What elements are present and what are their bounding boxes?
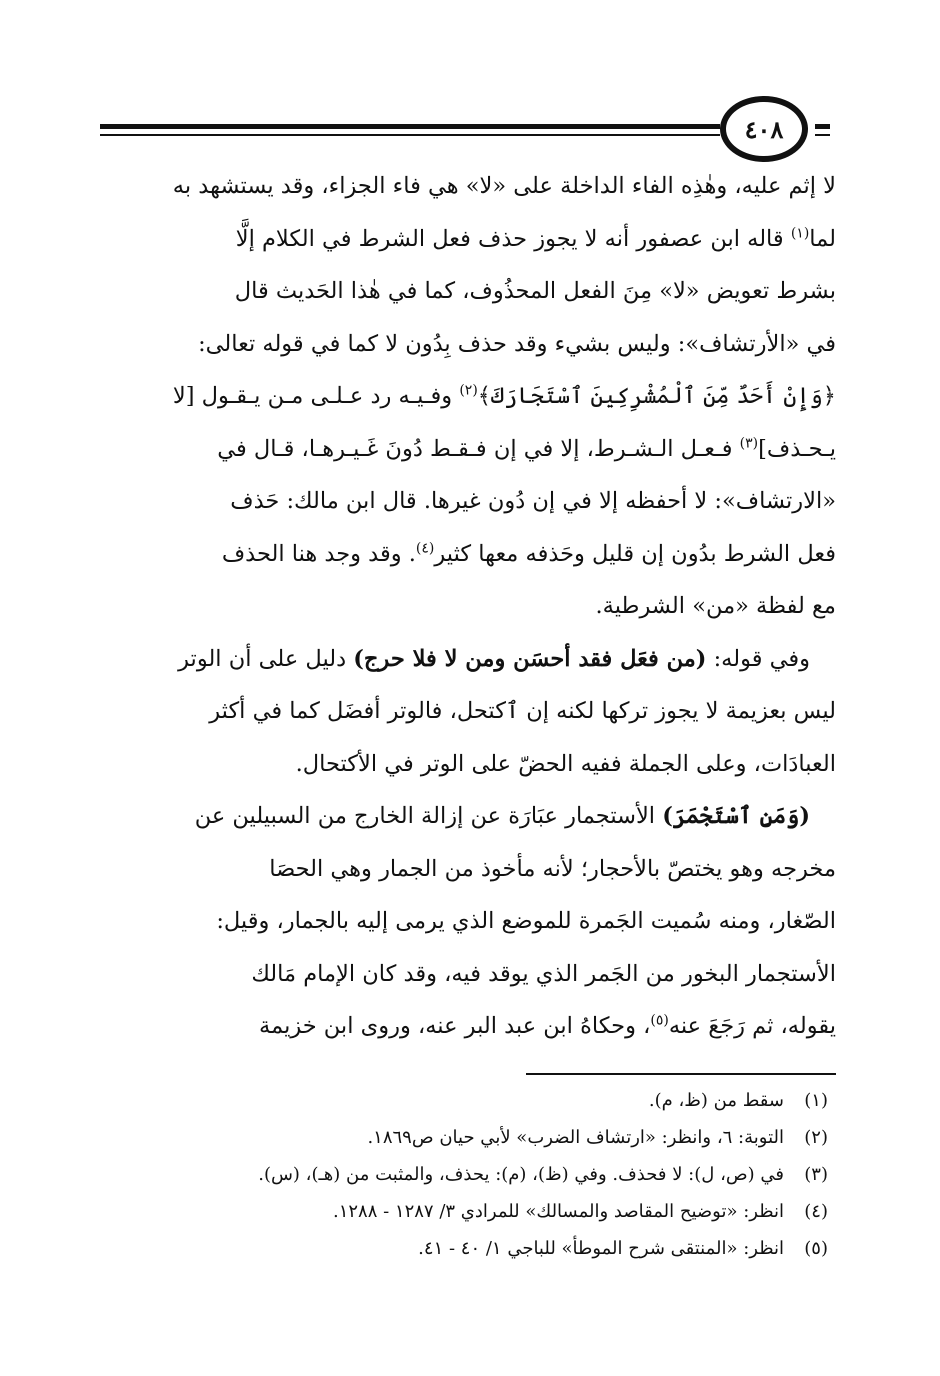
footnote-ref: (١) <box>790 225 810 241</box>
footnote-text: انظر: «توضيح المقاصد والمسالك» للمرادي ٣/ ١٢٨٧ - ١٢٨٨. <box>332 1201 784 1222</box>
text-line <box>100 948 836 1001</box>
footnote <box>100 1193 828 1230</box>
footnote-number: (٥) <box>804 1238 828 1259</box>
line-text: العبادَات، وعلى الجملة ففيه الحضّ على الوتر في الأكتحال. <box>295 750 836 777</box>
header-rule-tail-thin <box>815 134 830 136</box>
text-line <box>100 528 836 581</box>
footnote-number: (٢) <box>804 1127 828 1148</box>
text-line <box>100 265 836 318</box>
line-text: فعل الشرط بدُون إن قليل وحَذفه معها كثير <box>434 540 836 567</box>
footnote-ref: (٢) <box>459 382 478 399</box>
line-text: وفـيـه رد عـلـى مـن يـقـول [لا <box>172 383 460 409</box>
footnote-text: سقط من (ظ، م). <box>648 1090 784 1111</box>
line-text: ليس بعزيمة لا يجوز تركها لكنه إن ٱكتحل، فالوتر أفضَل كما في أكثر <box>209 698 836 724</box>
line-text: الأستجمار البخور من الجَمر الذي يوقد فيه، وقد كان الإمام مَالك <box>251 960 836 987</box>
line-text: لما <box>809 225 836 252</box>
footnote-text: التوبة: ٦، وانظر: «ارتشاف الضرب» لأبي حيان ص١٨٦٩. <box>367 1127 784 1148</box>
text-line <box>100 633 836 686</box>
footnote-ref: (٣) <box>739 435 759 451</box>
line-text: ، وحكاهُ ابن عبد البر عنه، وروى ابن خزيمة <box>259 1013 651 1039</box>
line-text: يـحـذف] <box>758 435 836 462</box>
page-number: ٤٠٨ <box>720 96 808 162</box>
header-rule-tail-thick <box>815 124 830 129</box>
line-text: دليل على أن الوتر <box>178 645 354 672</box>
footnote <box>100 1156 828 1193</box>
line-text: مع لفظة «من» الشرطية. <box>595 593 836 619</box>
line-text: . وقد وجد هنا الحذف <box>221 540 416 567</box>
line-text: ﴿وَإِنْ أَحَدٌ مِّنَ ٱلْمُشْرِكِينَ ٱسْتَجَارَكَ﴾ <box>477 383 836 409</box>
footnote-number: (٣) <box>804 1164 828 1185</box>
text-line <box>100 738 836 791</box>
page-header <box>100 96 830 168</box>
line-text: قاله ابن عصفور أنه لا يجوز حذف فعل الشرط في الكلام إلَّا <box>235 225 791 252</box>
body-text <box>100 160 836 1053</box>
text-line <box>100 213 836 266</box>
header-rule-thin <box>100 134 720 136</box>
footnotes <box>100 1082 828 1267</box>
line-text: بشرط تعويض «لا» مِنَ الفعل المحذُوف، كما في هٰذا الحَديث قال <box>234 278 836 304</box>
footnote <box>100 1082 828 1119</box>
text-line <box>100 685 836 738</box>
line-text: الأستجمار عبَارَة عن إزالة الخارج من السبيلين عن <box>194 803 663 829</box>
line-text: مخرجه وهو يختصّ بالأحجار؛ لأنه مأخوذ من الجمار وهي الحصَا <box>269 855 836 882</box>
line-text: فـعـل الـشـرط، إلا في إن فـقـط دُونَ غَـيـرهـا، قـال في <box>217 435 740 462</box>
line-text: الصّغار، ومنه سُميت الجَمرة للموضع الذي يرمى إليه بالجمار، وقيل: <box>216 908 836 934</box>
footnote-text: انظر: «المنتقى شرح الموطأ» للباجي ١/ ٤٠ - ٤١. <box>418 1238 784 1259</box>
line-text: لا إثم عليه، وهٰذِه الفاء الداخلة على «لا» هي فاء الجزاء، وقد يستشهد به <box>172 173 836 199</box>
footnote-number: (٤) <box>804 1201 828 1222</box>
footnote <box>100 1230 828 1267</box>
text-line <box>100 790 836 843</box>
text-line <box>100 1000 836 1053</box>
text-line <box>100 895 836 948</box>
bold-quote: (وَمَنِ ٱسْتَجْمَرَ) <box>662 803 810 829</box>
line-text: «الارتشاف»: لا أحفظه إلا في إن دُون غيرها. قال ابن مالك: حَذف <box>230 488 836 514</box>
bold-quote: (من فعَل فقد أحسَن ومن لا فلا حرج) <box>353 645 707 672</box>
footnote-separator <box>526 1073 836 1075</box>
text-line <box>100 475 836 528</box>
footnote-ref: (٥) <box>650 1012 669 1029</box>
line-text: في «الأرتشاف»: وليس بشيء وقد حذف بِدُون لا كما في قوله تعالى: <box>198 330 836 357</box>
footnote <box>100 1119 828 1156</box>
footnote-ref: (٤) <box>415 540 435 556</box>
text-line <box>100 160 836 213</box>
footnote-number: (١) <box>804 1090 828 1111</box>
line-text: يقوله، ثم رَجَعَ عنه <box>668 1013 836 1039</box>
text-line <box>100 843 836 896</box>
text-line <box>100 580 836 633</box>
line-text: وفي قوله: <box>706 645 810 672</box>
footnote-text: في (ص، ل): لا فحذف. وفي (ظ)، (م): يحذف، والمثبت من (هـ)، (س). <box>258 1164 784 1185</box>
header-rule-thick <box>100 124 720 129</box>
text-line <box>100 370 836 423</box>
text-line <box>100 423 836 476</box>
text-line <box>100 318 836 371</box>
